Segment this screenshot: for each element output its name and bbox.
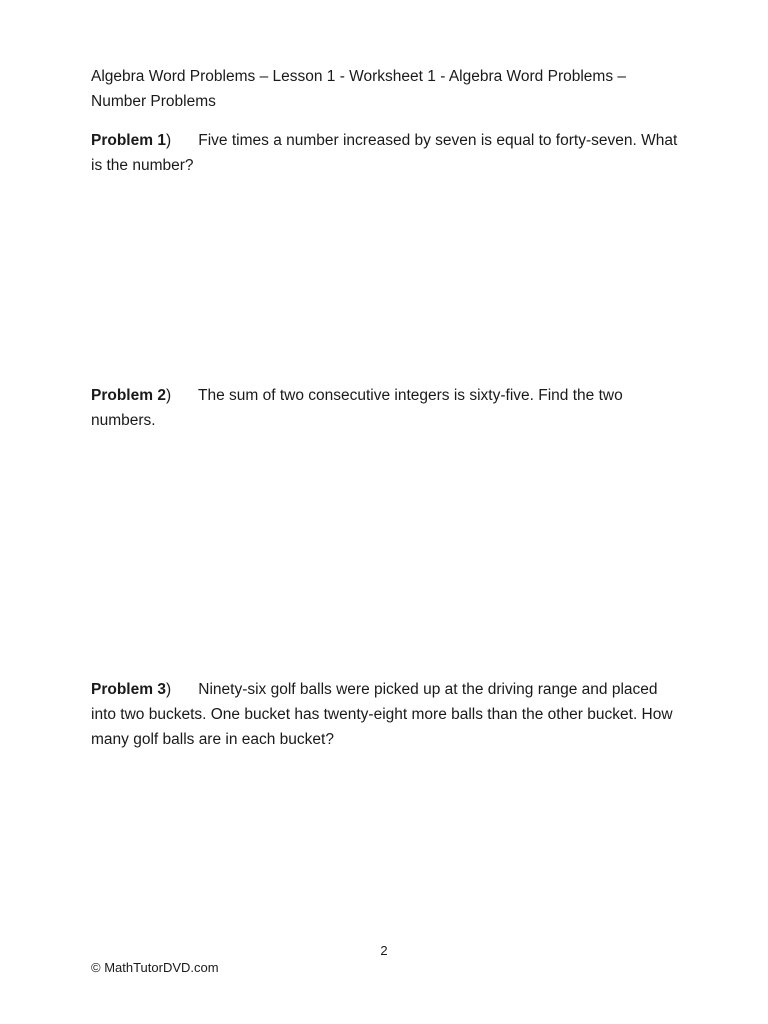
copyright-notice: © MathTutorDVD.com — [91, 960, 219, 975]
problem-1-text: Five times a number increased by seven is equal to forty-seven. What is the number? — [91, 132, 678, 174]
problem-2-text: The sum of two consecutive integers is sixty-five. Find the two numbers. — [91, 387, 623, 429]
problem-2-paren: ) — [165, 387, 172, 404]
problem-3-label: Problem 3 — [91, 681, 166, 698]
page-number: 2 — [380, 943, 388, 958]
problem-1-label: Problem 1 — [91, 132, 166, 149]
problem-2 — [91, 383, 681, 433]
problem-2-label: Problem 2 — [91, 387, 166, 404]
worksheet-title: Algebra Word Problems – Lesson 1 - Worksheet 1 - Algebra Word Problems – Number Problems — [91, 68, 626, 110]
problem-3 — [91, 677, 681, 752]
problem-3-text: Ninety-six golf balls were picked up at the driving range and placed into two buckets. One bucket has twenty-eight more balls than the other bucket. How many golf balls are in each bucket? — [91, 681, 673, 748]
problem-1-paren: ) — [165, 132, 172, 149]
problem-1 — [91, 128, 681, 178]
problem-3-paren: ) — [165, 681, 172, 698]
